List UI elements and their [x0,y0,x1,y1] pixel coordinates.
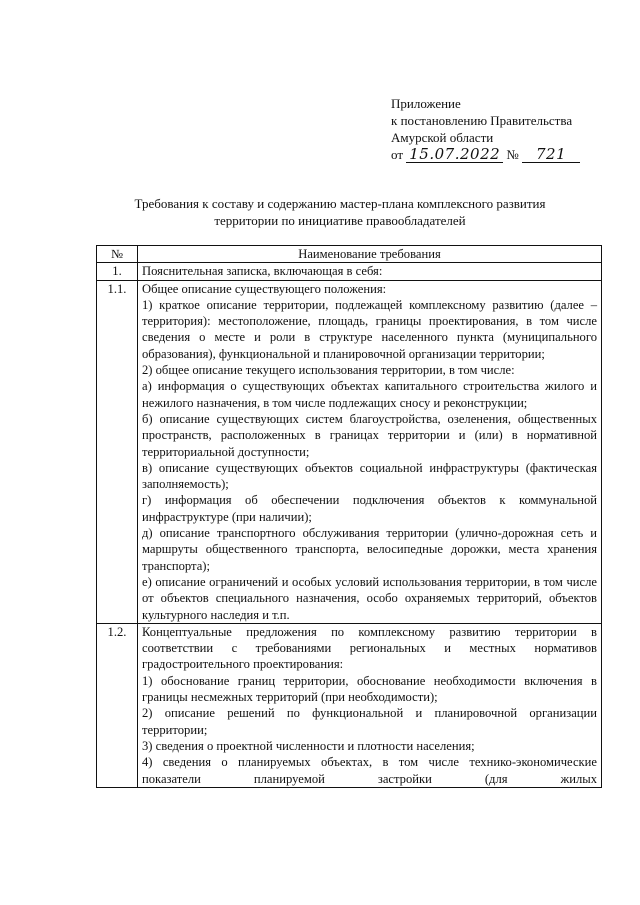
row-paragraph: б) описание существующих систем благоустройства, озеленения, общественных пространств, расположенных в границах территории и (или) в нормативной территориальной доступности; [142,411,597,459]
row-paragraph: 1) краткое описание территории, подлежащей комплексному развитию (далее – территория): местоположение, площадь, границы проектирования, в том числе сведения о месте и роли в структуре населенного пункта (муниципального образования), функциональной и планировочной организации территории; [142,297,597,361]
number-sign: № [506,147,519,162]
table-row [97,263,602,280]
document-title [90,195,590,229]
row-content [138,280,602,623]
appendix-resolution-line: к постановлению Правительства [391,113,573,128]
row-content [138,623,602,787]
requirements-table [96,245,602,788]
row-paragraph: д) описание транспортного обслуживания территории (улично-дорожная сеть и маршруты общественного транспорта, велосипедные дорожки, места хранения транспорта); [142,526,597,573]
header-number: № [97,246,138,263]
table-row [97,623,602,787]
row-paragraph: Общее описание существующего положения: [142,281,387,296]
from-prefix: от [391,147,404,162]
row-content [138,263,602,280]
row-paragraph: в) описание существующих объектов социальной инфраструктуры (фактическая заполняемость); [142,460,597,492]
row-paragraph: 3) сведения о проектной численности и плотности населения; [142,738,475,753]
title-line-2: территории по инициативе правообладателей [214,213,466,228]
row-paragraph: г) информация об обеспечении подключения объектов к коммунальной инфраструктуре (при наличии); [142,493,597,524]
row-number: 1.1. [97,280,138,623]
handwritten-date: 15.07.2022 [406,147,503,163]
appendix-date-number-line [391,146,621,163]
appendix-block [391,95,621,163]
appendix-region-line: Амурской области [391,130,494,145]
row-number: 1. [97,263,138,280]
row-paragraph: 2) общее описание текущего использования территории, в том числе: [142,363,515,378]
table-row [97,280,602,623]
appendix-label: Приложение [391,96,461,111]
row-paragraph: а) информация о существующих объектах капитального строительства жилого и нежилого назначения, в том числе подлежащих сносу и реконструкции; [142,379,597,410]
row-paragraph: 1) обоснование границ территории, обоснование необходимости включения в границы несмежных территорий (при необходимости); [142,673,597,705]
title-line-1: Требования к составу и содержанию мастер-плана комплексного развития [134,196,546,211]
row-number: 1.2. [97,623,138,787]
handwritten-number: 721 [522,147,580,163]
row-paragraph: 2) описание решений по функциональной и планировочной организации территории; [142,706,597,737]
table-header-row [97,246,602,263]
header-requirement-name: Наименование требования [138,246,602,263]
row-paragraph: е) описание ограничений и особых условий использования территории, в том числе от объектов специального назначения, особо охраняемых территорий, объектов культурного наследия и т.п. [142,574,597,622]
row-paragraph: Концептуальные предложения по комплексному развитию территории в соответствии с требованиями региональных и местных нормативов градостроительного проектирования: [142,624,597,672]
row-paragraph: 4) сведения о планируемых объектах, в том числе технико-экономические показатели планируемой застройки (для жилых [142,755,597,786]
row-paragraph: Пояснительная записка, включающая в себя: [142,264,383,279]
